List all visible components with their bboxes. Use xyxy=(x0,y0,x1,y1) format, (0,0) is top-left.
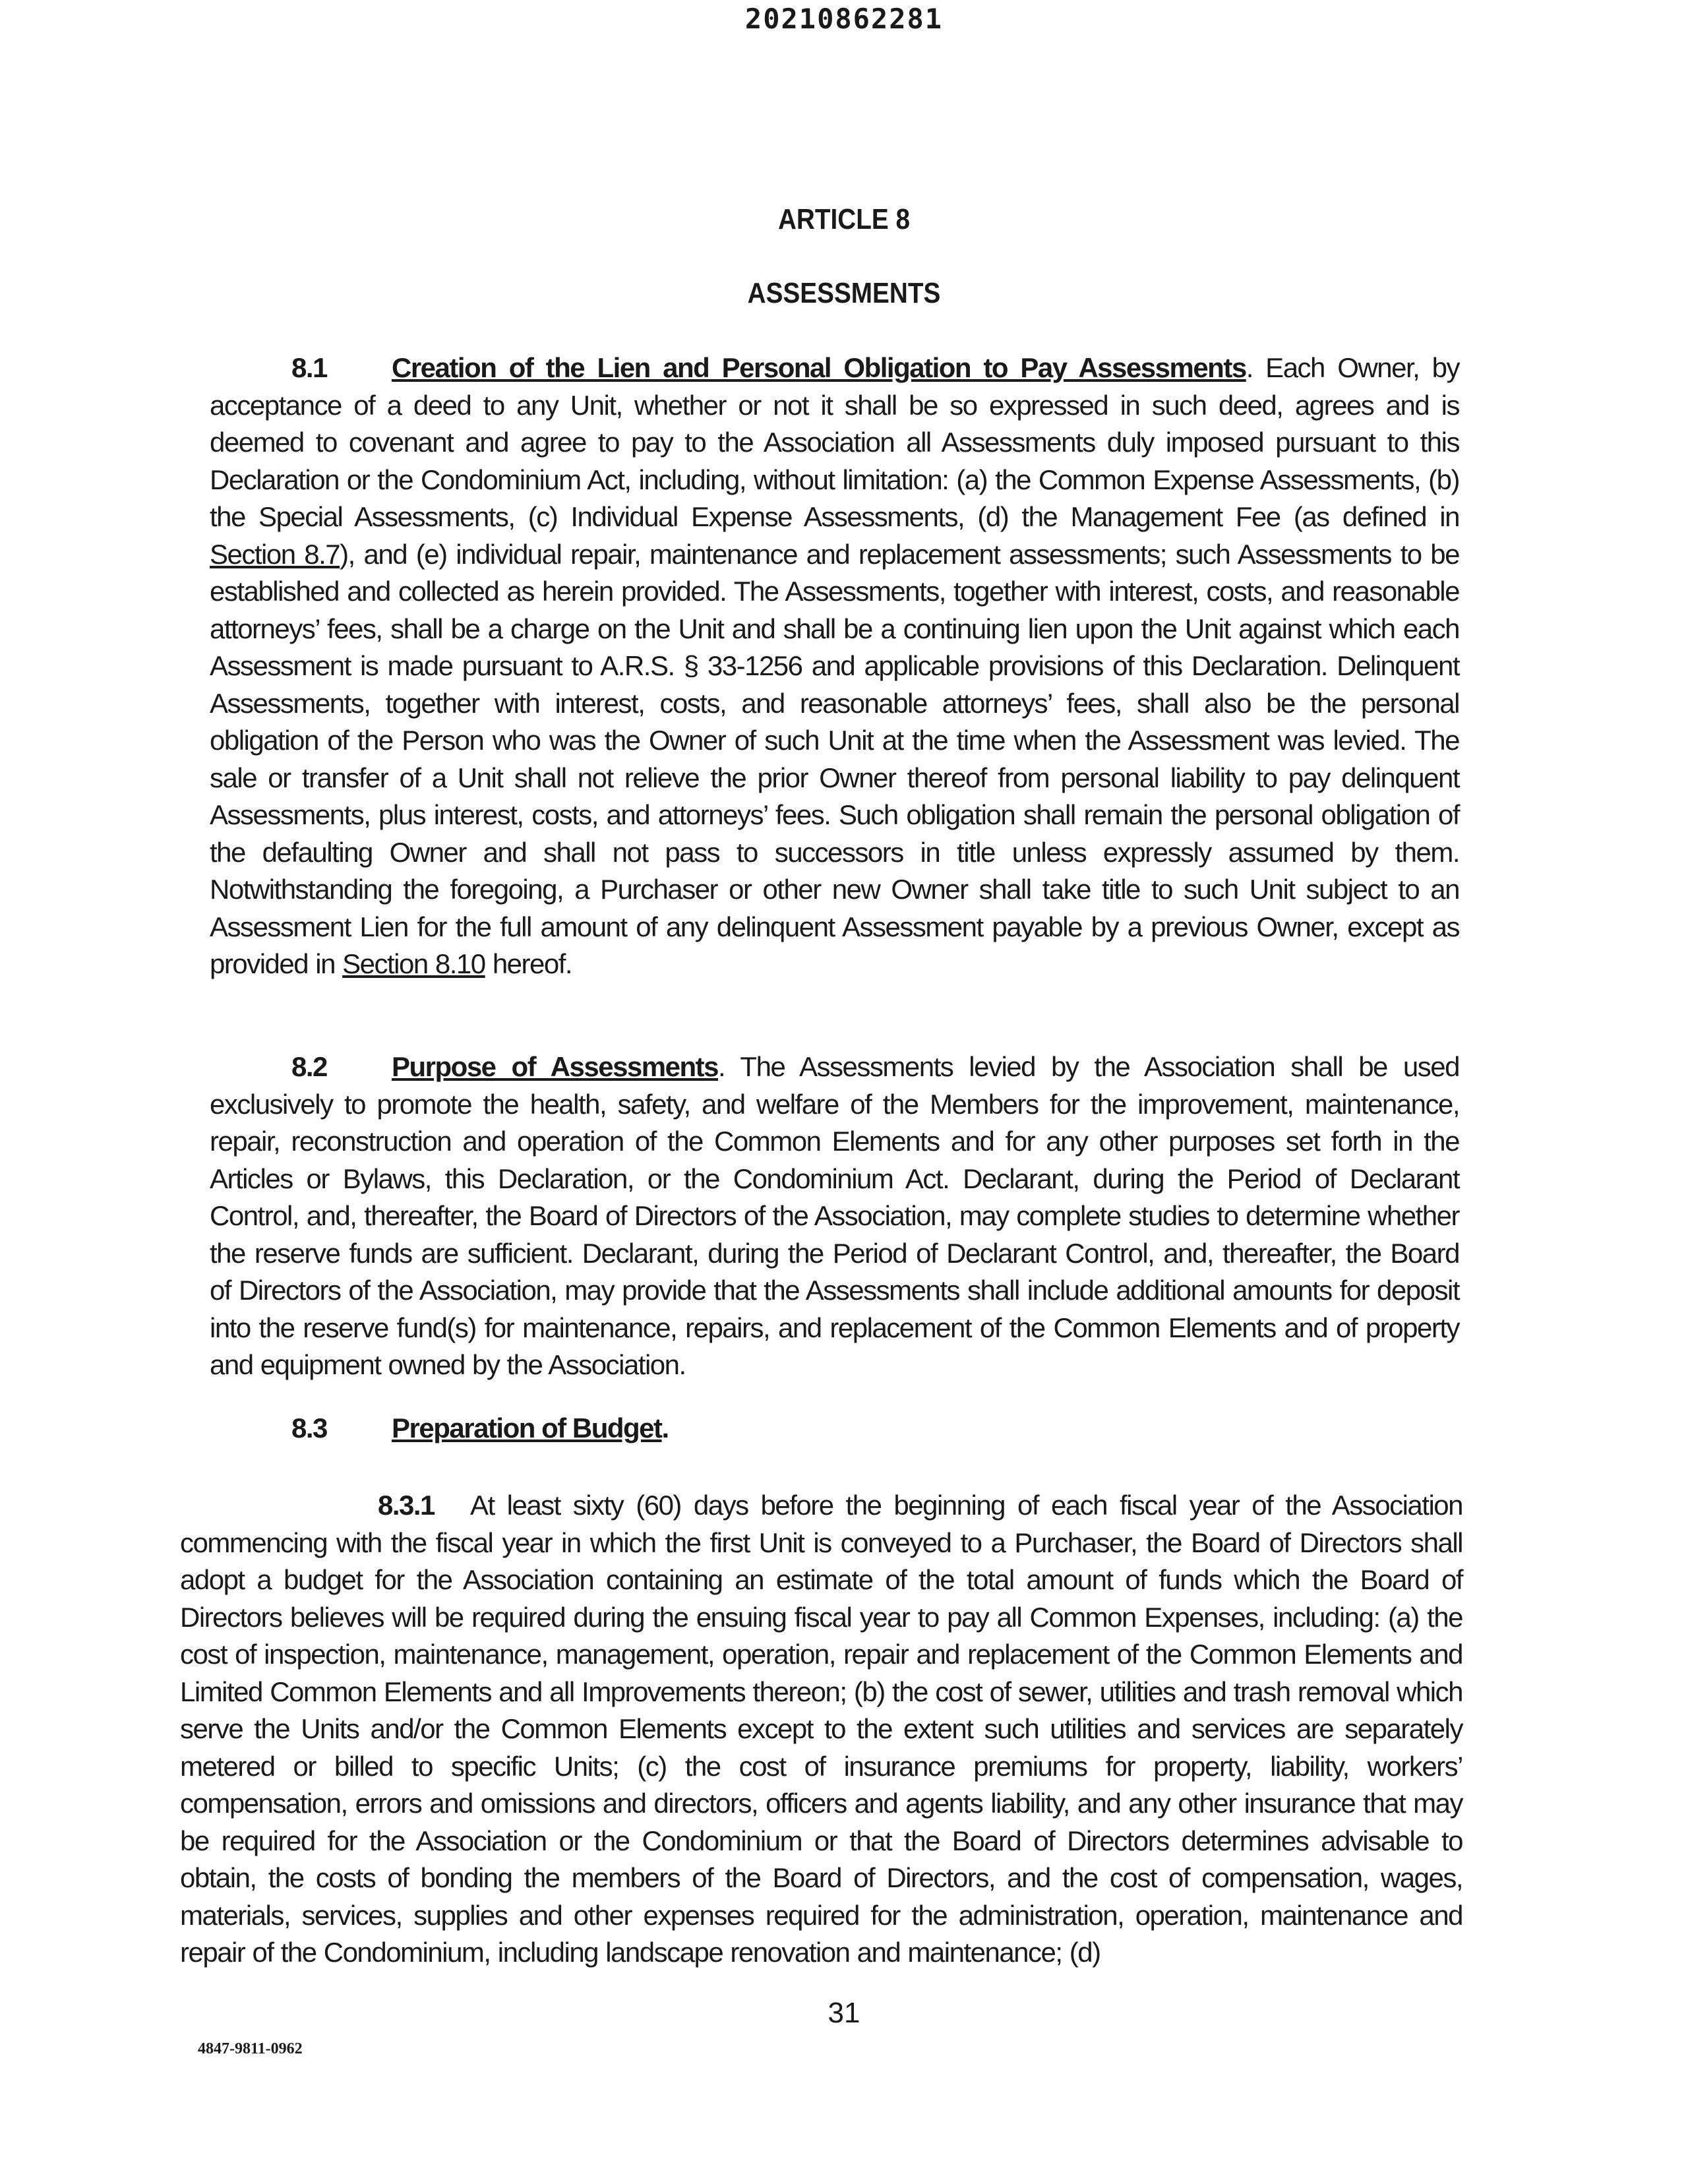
section-title: Purpose of Assessments xyxy=(392,1051,718,1082)
section-text: ), and (e) individual repair, maintenance and replacement assessments; such Assessments to be established and collected as herein provided. The Assessments, together with interest, costs, and reasonable attorneys’ fees, shall be a charge on the Unit and shall be a continuing lien upon the Unit against which each Assessment is made pursuant to A.R.S. § 33-1256 and applicable provisions of this Declaration. Delinquent Assessments, together with interest, costs, and reasonable attorneys’ fees, shall also be the personal obligation of the Person who was the Owner of such Unit at the time when the Assessment was levied. The sale or transfer of a Unit shall not relieve the prior Owner thereof from personal liability to pay delinquent Assessments, plus interest, costs, and attorneys’ fees. Such obligation shall remain the personal obligation of the defaulting Owner and shall not pass to successors in title unless expressly assumed by them. Notwithstanding the foregoing, a Purchaser or other new Owner shall take title to such Unit subject to an Assessment Lien for the full amount of any delinquent Assessment payable by a previous Owner, except as provided in xyxy=(210,538,1459,979)
subsection-number: 8.3.1 xyxy=(378,1490,435,1521)
section-text: hereof. xyxy=(485,948,572,979)
document-id: 4847-9811-0962 xyxy=(198,2040,303,2057)
section-number: 8.1 xyxy=(291,352,327,383)
page-number: 31 xyxy=(828,1997,860,2029)
section-number: 8.3 xyxy=(291,1412,327,1443)
cross-reference: Section 8.10 xyxy=(342,948,485,979)
section-title: Creation of the Lien and Personal Obligation to Pay Assessments xyxy=(392,352,1246,383)
section-number: 8.2 xyxy=(291,1051,327,1082)
section-8-1-paragraph xyxy=(210,349,1459,983)
section-title: Preparation of Budget xyxy=(392,1412,662,1443)
section-8-3-heading xyxy=(291,1412,669,1444)
article-title: ARTICLE 8 xyxy=(777,203,911,235)
section-8-2-paragraph xyxy=(210,1048,1459,1384)
subsection-text: At least sixty (60) days before the beginning of each fiscal year of the Association commencing with the fiscal year in which the first Unit is conveyed to a Purchaser, the Board of Directors shall adopt a budget for the Association containing an estimate of the total amount of funds which the Board of Directors believes will be required during the ensuing fiscal year to pay all Common Expenses, including: (a) the cost of inspection, maintenance, management, operation, repair and replacement of the Common Elements and Limited Common Elements and all Improvements thereon; (b) the cost of sewer, utilities and trash removal which serve the Units and/or the Common Elements except to the extent such utilities and services are separately metered or billed to specific Units; (c) the cost of insurance premiums for property, liability, workers’ compensation, errors and omissions and directors, officers and agents liability, and any other insurance that may be required for the Association or the Condominium or that the Board of Directors determines advisable to obtain, the costs of bonding the members of the Board of Directors, and the cost of compensation, wages, materials, services, supplies and other expenses required for the administration, operation, maintenance and repair of the Condominium, including landscape renovation and maintenance; (d) xyxy=(180,1490,1462,1968)
section-text: . Each Owner, by acceptance of a deed to any Unit, whether or not it shall be so expressed in such deed, agrees and is deemed to covenant and agree to pay to the Association all Assessments duly imposed pursuant to this Declaration or the Condominium Act, including, without limitation: (a) the Common Expense Assessments, (b) the Special Assessments, (c) Individual Expense Assessments, (d) the Management Fee (as defined in xyxy=(210,352,1459,532)
recording-number: 20210862281 xyxy=(744,3,944,35)
article-subtitle: ASSESSMENTS xyxy=(747,277,941,309)
section-8-3-1-paragraph xyxy=(180,1487,1462,1972)
section-text: . The Assessments levied by the Association shall be used exclusively to promote the health, safety, and welfare of the Members for the improvement, maintenance, repair, reconstruction and operation of the Common Elements and for any other purposes set forth in the Articles or Bylaws, this Declaration, or the Condominium Act. Declarant, during the Period of Declarant Control, and, thereafter, the Board of Directors of the Association, may complete studies to determine whether the reserve funds are sufficient. Declarant, during the Period of Declarant Control, and, thereafter, the Board of Directors of the Association, may provide that the Assessments shall include additional amounts for deposit into the reserve fund(s) for maintenance, repairs, and replacement of the Common Elements and of property and equipment owned by the Association. xyxy=(210,1051,1460,1380)
cross-reference: Section 8.7 xyxy=(210,538,340,570)
section-title-suffix: . xyxy=(661,1412,669,1443)
